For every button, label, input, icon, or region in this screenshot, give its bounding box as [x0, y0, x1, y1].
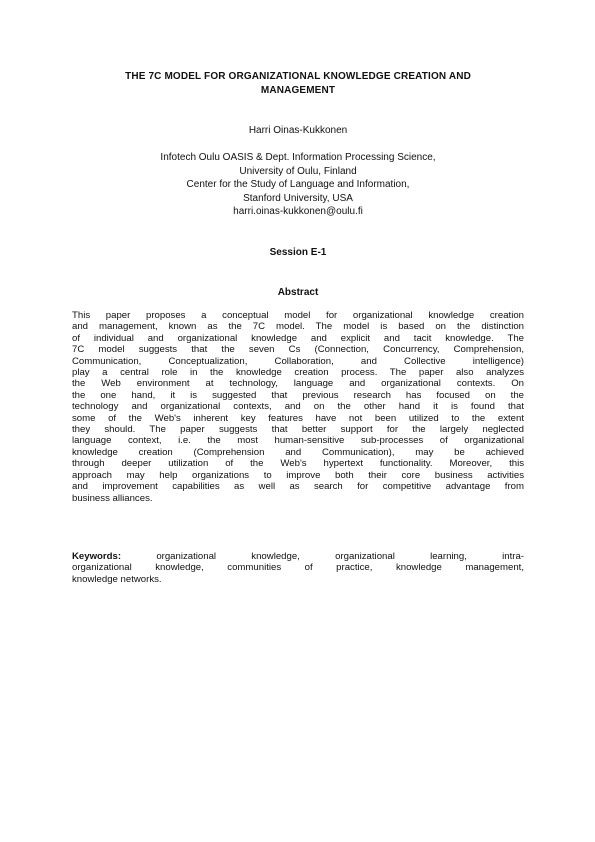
- affiliation-line: Infotech Oulu OASIS & Dept. Information Processing Science,: [160, 152, 436, 163]
- abstract-line: of individual and organizational knowledge and explicit and tacit knowledge. The: [72, 332, 524, 344]
- abstract-line: and improvement capabilities as well as search for competitive advantage from: [72, 481, 524, 493]
- title-line: MANAGEMENT: [260, 84, 336, 96]
- abstract-line: play a central role in the knowledge creation process. The paper also analyzes: [72, 367, 524, 379]
- abstract-line: business alliances.: [72, 492, 153, 504]
- abstract-line: This paper proposes a conceptual model for organizational knowledge creation: [72, 310, 524, 321]
- keywords-section: [72, 551, 524, 585]
- abstract-line: knowledge creation (Comprehension and Communication), may be achieved: [72, 446, 524, 458]
- abstract-line: some of the Web's inherent key features have not been utilized to the extent: [72, 412, 524, 424]
- abstract-line: technology and organizational contexts, and on the other hand it is found that: [72, 401, 524, 413]
- abstract-heading: Abstract: [277, 287, 319, 298]
- abstract-line: 7C model suggests that the seven Cs (Connection, Concurrency, Comprehension,: [72, 344, 524, 356]
- title-line: THE 7C MODEL FOR ORGANIZATIONAL KNOWLEDGE CREATION AND: [125, 71, 471, 82]
- affiliation-line: Center for the Study of Language and Information,: [186, 179, 410, 191]
- abstract-line: the one hand, it is suggested that previous research has focused on the: [72, 389, 524, 401]
- abstract-body: [72, 310, 524, 504]
- abstract-line: Communication, Conceptualization, Collaboration, and Collective intelligence): [72, 355, 524, 367]
- abstract-line: the Web environment at technology, language and organizational contexts. On: [72, 378, 524, 390]
- paper-title: [72, 70, 524, 97]
- keywords-line: knowledge networks.: [72, 573, 162, 585]
- abstract-line: and management, known as the 7C model. The model is based on the distinction: [72, 321, 524, 333]
- abstract-line: language context, i.e. the most human-sensitive sub-processes of organizational: [72, 435, 524, 447]
- keywords-label: Keywords:: [72, 551, 122, 562]
- keywords-first-line: [72, 551, 524, 562]
- abstract-line: approach may help organizations to improve both their core business activities: [72, 469, 524, 481]
- session-label: Session E-1: [269, 247, 327, 258]
- author-affiliation: [72, 151, 524, 219]
- abstract-line: through deeper utilization of the Web's hypertext functionality. Moreover, this: [72, 458, 524, 470]
- keywords-line: organizational knowledge, communities of practice, knowledge management,: [72, 562, 524, 574]
- affiliation-line: Stanford University, USA: [243, 192, 353, 204]
- author-email: harri.oinas-kukkonen@oulu.fi: [233, 206, 363, 218]
- keywords-text: organizational knowledge, organizational learning, intra-: [156, 551, 524, 562]
- author-name: Harri Oinas-Kukkonen: [248, 125, 348, 136]
- abstract-line: they should. The paper suggests that better support for the largely neglected: [72, 424, 524, 436]
- affiliation-line: University of Oulu, Finland: [239, 165, 357, 177]
